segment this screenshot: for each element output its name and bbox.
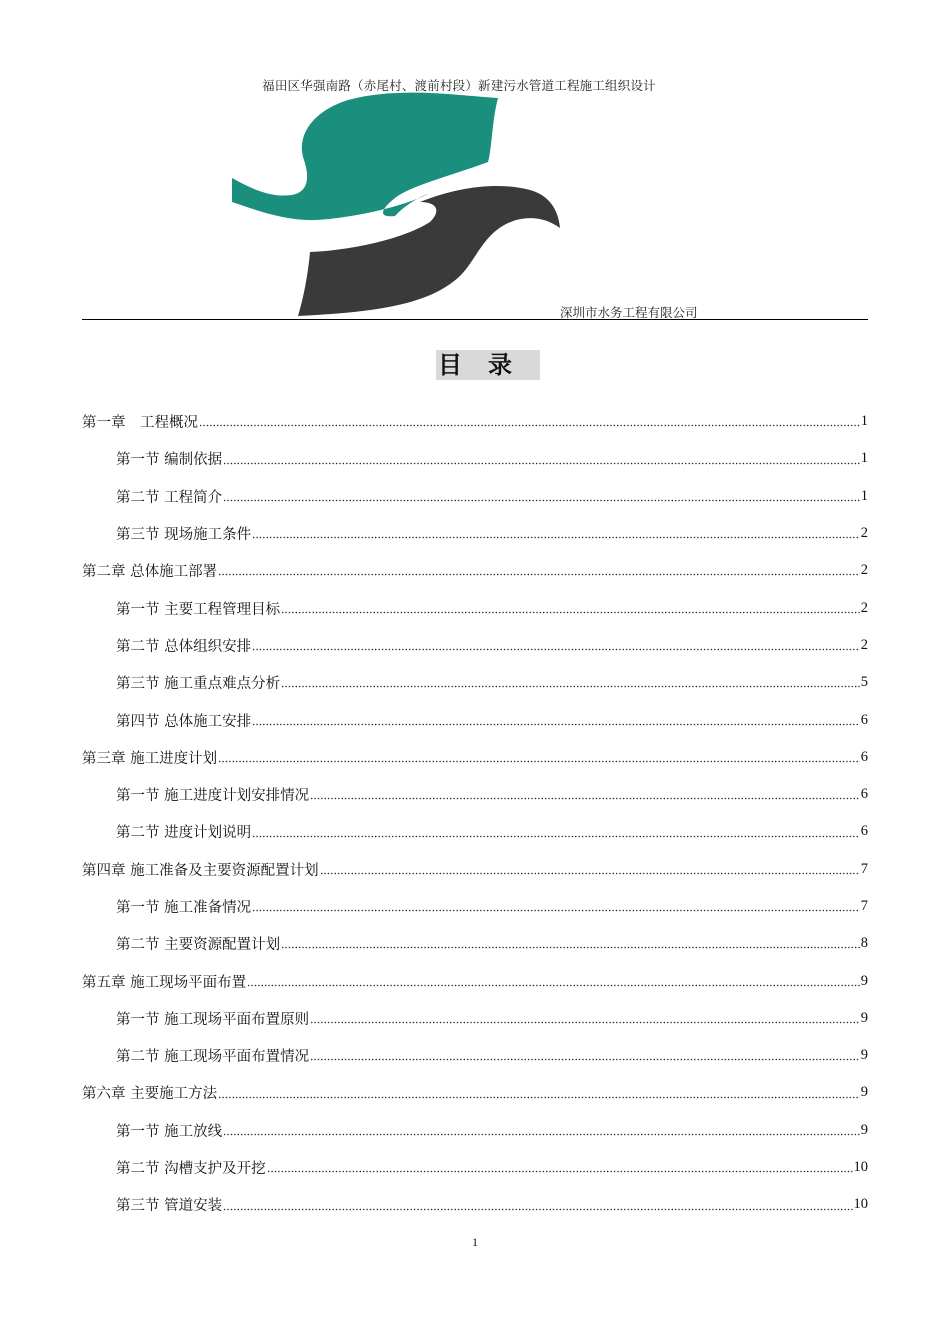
toc-chapter-5[interactable]	[82, 962, 868, 999]
dot-leader	[223, 453, 860, 465]
dot-leader	[281, 602, 860, 614]
toc-heading-text: 目录	[438, 350, 538, 379]
dot-leader	[218, 564, 860, 576]
toc-page-number: 7	[860, 860, 868, 877]
toc-heading	[0, 350, 950, 380]
toc-entry-title: 第二节 进度计划说明	[116, 825, 252, 842]
dot-leader	[218, 1087, 860, 1099]
toc-entry-title: 第五章 施工现场平面布置	[82, 974, 247, 991]
toc-page-number: 6	[860, 711, 868, 728]
dot-leader	[252, 527, 860, 539]
toc-page-number: 1	[860, 450, 868, 467]
dot-leader	[310, 788, 860, 800]
toc-entry-title: 第二章 总体施工部署	[82, 564, 218, 581]
toc-section-1-1[interactable]	[82, 440, 868, 477]
dot-leader	[223, 1199, 852, 1211]
toc-page-number: 9	[860, 972, 868, 989]
dot-leader	[310, 1049, 860, 1061]
toc-section-3-2[interactable]	[82, 813, 868, 850]
toc-entry-title: 第四节 总体施工安排	[116, 713, 252, 730]
toc-entry-title: 第一节 施工现场平面布置原则	[116, 1011, 310, 1028]
toc-entry-title: 第一节 施工准备情况	[116, 900, 252, 916]
dot-leader	[199, 415, 860, 427]
toc-page-number: 2	[860, 525, 868, 542]
dot-leader	[281, 676, 860, 688]
toc-page-number: 6	[860, 823, 868, 840]
toc-entry-title: 第三节 现场施工条件	[116, 527, 252, 544]
page-number: 1	[472, 1235, 478, 1249]
toc-entry-title: 第二节 总体组织安排	[116, 638, 252, 655]
toc-entry-title: 第三节 管道安装	[116, 1198, 223, 1215]
company-logo-icon	[230, 90, 562, 318]
toc-page-number: 5	[860, 674, 868, 691]
dot-leader	[252, 714, 860, 726]
toc-section-6-1[interactable]	[82, 1112, 868, 1149]
dot-leader	[267, 1161, 853, 1173]
toc-page-number: 9	[860, 1009, 868, 1026]
toc-entry-title: 第四章 施工准备及主要资源配置计划	[82, 862, 319, 879]
toc-section-6-3[interactable]	[82, 1186, 868, 1223]
toc-entry-title: 第一节 施工放线	[116, 1123, 223, 1140]
dot-leader	[281, 937, 860, 949]
dot-leader	[223, 1124, 860, 1136]
toc-chapter-1[interactable]	[82, 403, 868, 440]
toc-entry-title: 第二节 沟槽支护及开挖	[116, 1161, 266, 1178]
toc-section-2-3[interactable]	[82, 664, 868, 701]
toc-page-number: 9	[860, 1084, 868, 1101]
dot-leader	[310, 1012, 860, 1024]
toc-entry-title: 第一章 工程概况	[82, 415, 198, 432]
toc-chapter-2[interactable]	[82, 552, 868, 589]
toc-entry-title: 第二节 施工现场平面布置情况	[116, 1049, 310, 1066]
toc-entry-title: 第六章 主要施工方法	[82, 1086, 218, 1103]
dot-leader	[252, 639, 860, 651]
dot-leader	[252, 826, 860, 838]
toc-entry-title: 第二节 工程简介	[116, 489, 223, 506]
document-title: 福田区华强南路（赤尾村、渡前村段）新建污水管道工程施工组织设计	[262, 78, 656, 93]
toc-page-number: 9	[860, 1047, 868, 1064]
toc-page-number: 10	[853, 1159, 868, 1176]
company-name: 深圳市水务工程有限公司	[560, 305, 698, 320]
toc-section-6-2[interactable]	[82, 1149, 868, 1186]
toc-page-number: 7	[860, 898, 868, 914]
toc-entry-title: 第三章 施工进度计划	[82, 750, 218, 767]
table-of-contents	[82, 403, 868, 1224]
toc-entry-title: 第一节 主要工程管理目标	[116, 601, 281, 618]
toc-page-number: 2	[860, 562, 868, 579]
dot-leader	[252, 900, 860, 912]
toc-section-2-4[interactable]	[82, 701, 868, 738]
toc-section-5-2[interactable]	[82, 1037, 868, 1074]
toc-page-number: 1	[860, 487, 868, 504]
toc-entry-title: 第一节 施工进度计划安排情况	[116, 788, 310, 805]
toc-section-2-1[interactable]	[82, 589, 868, 626]
dot-leader	[218, 751, 860, 763]
toc-chapter-4[interactable]	[82, 851, 868, 888]
toc-page-number: 9	[860, 1121, 868, 1138]
dot-leader	[320, 863, 860, 875]
toc-section-1-3[interactable]	[82, 515, 868, 552]
toc-section-3-1[interactable]	[82, 776, 868, 813]
toc-section-4-1[interactable]	[82, 888, 868, 925]
toc-page-number: 1	[860, 413, 868, 430]
dot-leader	[247, 975, 860, 987]
toc-page-number: 6	[860, 748, 868, 765]
toc-entry-title: 第一节 编制依据	[116, 452, 223, 469]
toc-section-1-2[interactable]	[82, 478, 868, 515]
toc-page-number: 6	[860, 786, 868, 803]
toc-entry-title: 第三节 施工重点难点分析	[116, 676, 281, 693]
toc-section-5-1[interactable]	[82, 1000, 868, 1037]
dot-leader	[223, 490, 860, 502]
toc-entry-title: 第二节 主要资源配置计划	[116, 937, 281, 954]
toc-chapter-3[interactable]	[82, 739, 868, 776]
toc-page-number: 2	[860, 599, 868, 616]
toc-section-2-2[interactable]	[82, 627, 868, 664]
toc-page-number: 2	[860, 636, 868, 653]
toc-chapter-6[interactable]	[82, 1074, 868, 1111]
header-divider	[82, 319, 868, 320]
toc-page-number: 8	[860, 935, 868, 952]
toc-page-number: 10	[853, 1196, 868, 1213]
toc-section-4-2[interactable]	[82, 925, 868, 962]
